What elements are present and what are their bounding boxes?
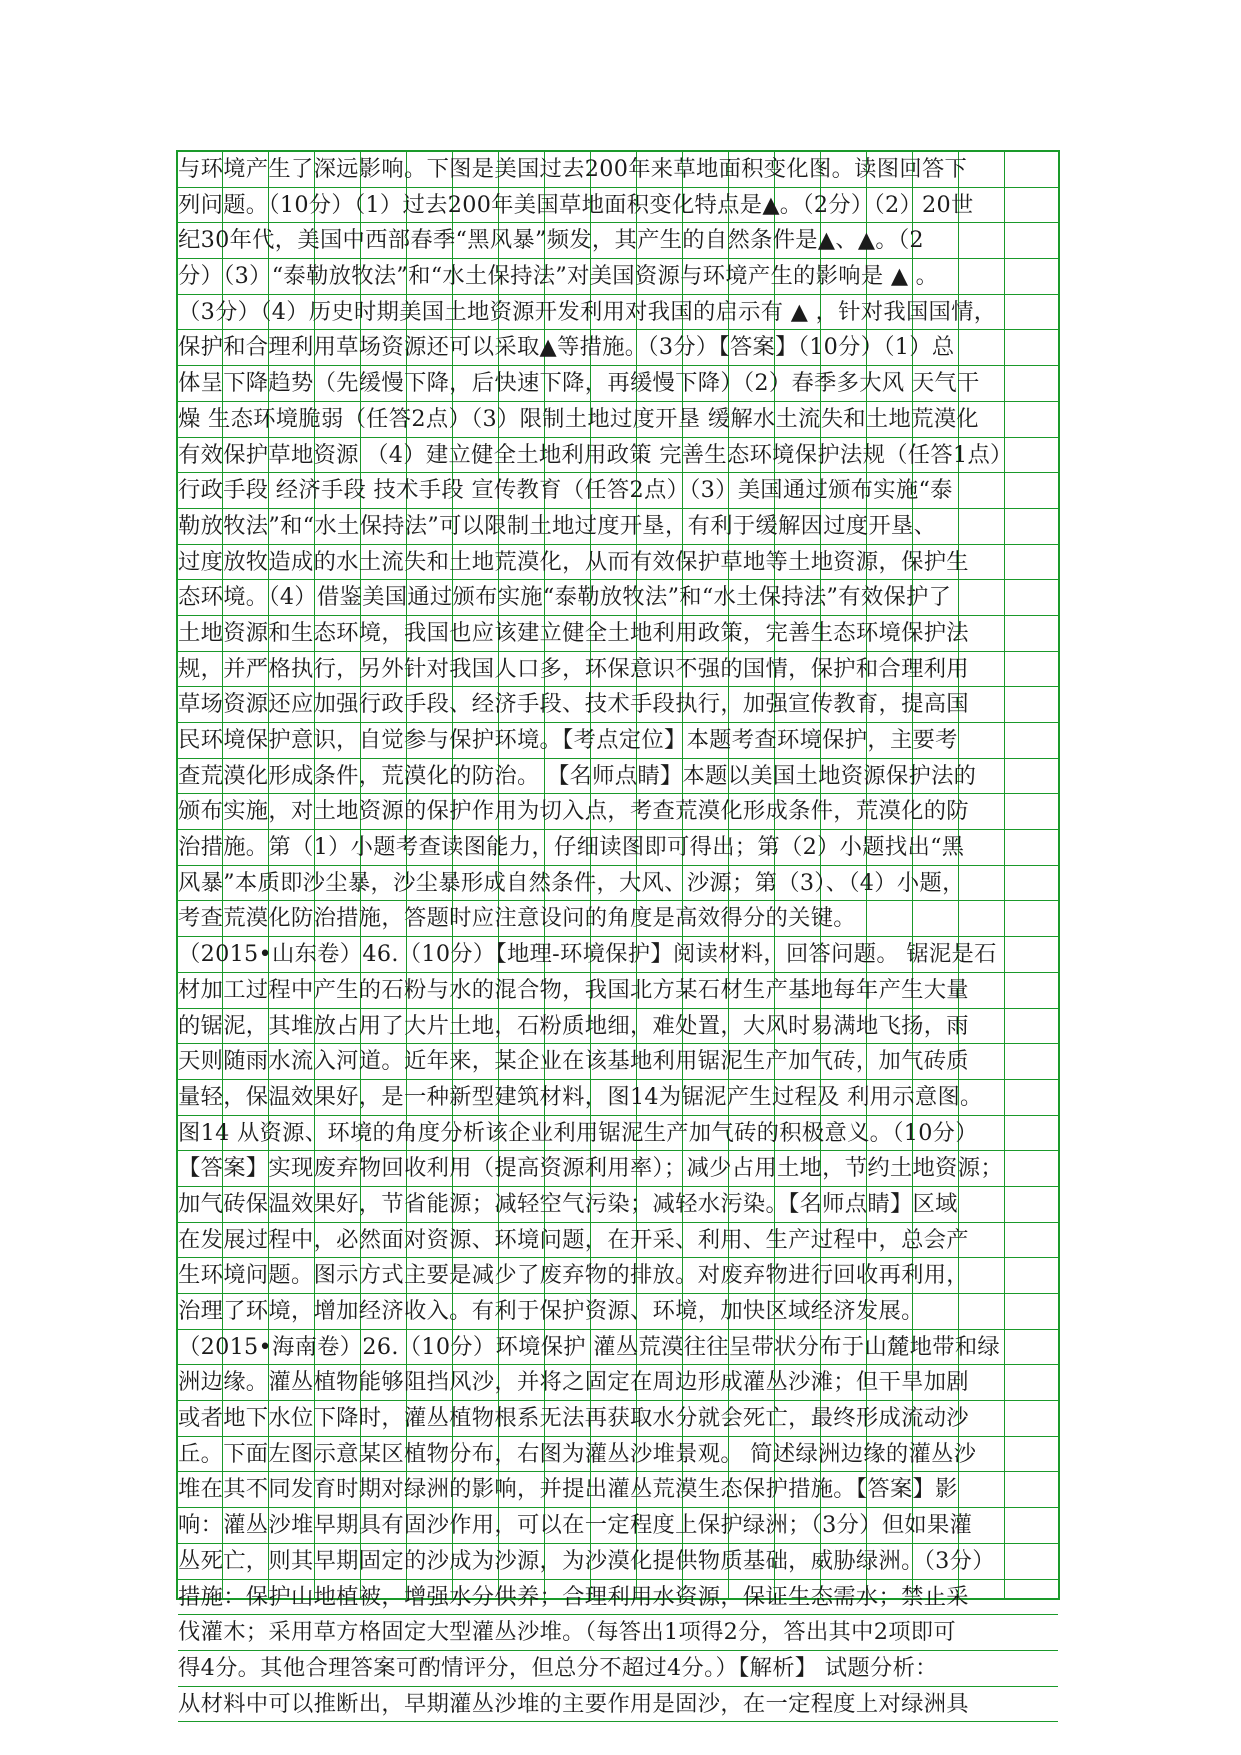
text-line: 治理了环境，增加经济收入。有利于保护资源、环境，加快区域经济发展。 — [178, 1294, 1058, 1330]
text-line: 勒放牧法”和“水土保持法”可以限制土地过度开垦，有利于缓解因过度开垦、 — [178, 509, 1058, 545]
text-line: （2015•海南卷）26.（10分）环境保护 灌丛荒漠往往呈带状分布于山麓地带和绿 — [178, 1330, 1058, 1366]
text-line: 量轻，保温效果好，是一种新型建筑材料，图14为锯泥产生过程及 利用示意图。 — [178, 1080, 1058, 1116]
text-line: 行政手段 经济手段 技术手段 宣传教育（任答2点）（3）美国通过颁布实施“泰 — [178, 473, 1058, 509]
text-line: 响：灌丛沙堆早期具有固沙作用，可以在一定程度上保护绿洲；（3分）但如果灌 — [178, 1508, 1058, 1544]
text-line: 态环境。（4）借鉴美国通过颁布实施“泰勒放牧法”和“水土保持法”有效保护了 — [178, 580, 1058, 616]
text-line: 丛死亡，则其早期固定的沙成为沙源，为沙漠化提供物质基础，威胁绿洲。（3分） — [178, 1544, 1058, 1580]
text-line: 材加工过程中产生的石粉与水的混合物，我国北方某石材生产基地每年产生大量 — [178, 973, 1058, 1009]
text-line: 燥 生态环境脆弱（任答2点）（3）限制土地过度开垦 缓解水土流失和土地荒漠化 — [178, 402, 1058, 438]
text-line: （2015•山东卷）46.（10分）【地理-环境保护】阅读材料，回答问题。 锯泥是石 — [178, 937, 1058, 973]
text-line: 堆在其不同发育时期对绿洲的影响，并提出灌丛荒漠生态保护措施。【答案】影 — [178, 1472, 1058, 1508]
text-line: 体呈下降趋势（先缓慢下降，后快速下降，再缓慢下降）（2）春季多大风 天气干 — [178, 366, 1058, 402]
text-line: 得4分。其他合理答案可酌情评分，但总分不超过4分。）【解析】 试题分析： — [178, 1651, 1058, 1687]
text-line: 洲边缘。灌丛植物能够阻挡风沙，并将之固定在周边形成灌丛沙滩；但干旱加剧 — [178, 1365, 1058, 1401]
text-line: 从材料中可以推断出，早期灌丛沙堆的主要作用是固沙，在一定程度上对绿洲具 — [178, 1687, 1058, 1723]
text-line: 草场资源还应加强行政手段、经济手段、技术手段执行，加强宣传教育，提高国 — [178, 687, 1058, 723]
text-line: 纪30年代，美国中西部春季“黑风暴”频发，其产生的自然条件是▲、▲。（2 — [178, 223, 1058, 259]
text-line: 或者地下水位下降时，灌丛植物根系无法再获取水分就会死亡，最终形成流动沙 — [178, 1401, 1058, 1437]
text-line: 颁布实施，对土地资源的保护作用为切入点，考查荒漠化形成条件，荒漠化的防 — [178, 794, 1058, 830]
text-line: 土地资源和生态环境，我国也应该建立健全土地利用政策，完善生态环境保护法 — [178, 616, 1058, 652]
text-line: 考查荒漠化防治措施，答题时应注意设问的角度是高效得分的关键。 — [178, 901, 1058, 937]
text-line: 民环境保护意识，自觉参与保护环境。【考点定位】本题考查环境保护，主要考 — [178, 723, 1058, 759]
text-line: 生环境问题。图示方式主要是减少了废弃物的排放。对废弃物进行回收再利用， — [178, 1258, 1058, 1294]
text-line: 分）（3）“泰勒放牧法”和“水土保持法”对美国资源与环境产生的影响是 ▲ 。 — [178, 259, 1058, 295]
text-line: 图14 从资源、环境的角度分析该企业利用锯泥生产加气砖的积极意义。（10分） — [178, 1116, 1058, 1152]
text-line: 【答案】实现废弃物回收利用（提高资源利用率）；减少占用土地，节约土地资源； — [178, 1151, 1058, 1187]
text-line: 丘。下面左图示意某区植物分布，右图为灌丛沙堆景观。 简述绿洲边缘的灌丛沙 — [178, 1437, 1058, 1473]
text-line: 治措施。第（1）小题考查读图能力，仔细读图即可得出；第（2）小题找出“黑 — [178, 830, 1058, 866]
text-line: 列问题。（10分）（1）过去200年美国草地面积变化特点是▲。（2分）（2）20世 — [178, 188, 1058, 224]
text-line: 与环境产生了深远影响。下图是美国过去200年来草地面积变化图。读图回答下 — [178, 152, 1058, 188]
text-line: 保护和合理利用草场资源还可以采取▲等措施。（3分）【答案】（10分）（1）总 — [178, 330, 1058, 366]
text-line: 过度放牧造成的水土流失和土地荒漠化，从而有效保护草地等土地资源，保护生 — [178, 545, 1058, 581]
text-line: 天则随雨水流入河道。近年来，某企业在该基地利用锯泥生产加气砖，加气砖质 — [178, 1044, 1058, 1080]
text-line: 加气砖保温效果好，节省能源；减轻空气污染；减轻水污染。【名师点睛】区域 — [178, 1187, 1058, 1223]
text-line: 的锯泥，其堆放占用了大片土地，石粉质地细，难处置，大风时易满地飞扬，雨 — [178, 1009, 1058, 1045]
text-line: 措施：保护山地植被，增强水分供养；合理利用水资源，保证生态需水；禁止采 — [178, 1580, 1058, 1616]
text-line: 伐灌木；采用草方格固定大型灌丛沙堆。（每答出1项得2分，答出其中2项即可 — [178, 1615, 1058, 1651]
document-body — [178, 152, 1058, 1722]
text-line: 在发展过程中，必然面对资源、环境问题，在开采、利用、生产过程中，总会产 — [178, 1223, 1058, 1259]
text-line: 风暴”本质即沙尘暴，沙尘暴形成自然条件，大风、沙源；第（3）、（4）小题， — [178, 866, 1058, 902]
text-line: 有效保护草地资源 （4）建立健全土地利用政策 完善生态环境保护法规（任答1点） — [178, 438, 1058, 474]
text-line: （3分）（4）历史时期美国土地资源开发利用对我国的启示有 ▲ ，针对我国国情， — [178, 295, 1058, 331]
text-line: 规，并严格执行，另外针对我国人口多，环保意识不强的国情，保护和合理利用 — [178, 652, 1058, 688]
text-line: 查荒漠化形成条件，荒漠化的防治。 【名师点睛】本题以美国土地资源保护法的 — [178, 759, 1058, 795]
